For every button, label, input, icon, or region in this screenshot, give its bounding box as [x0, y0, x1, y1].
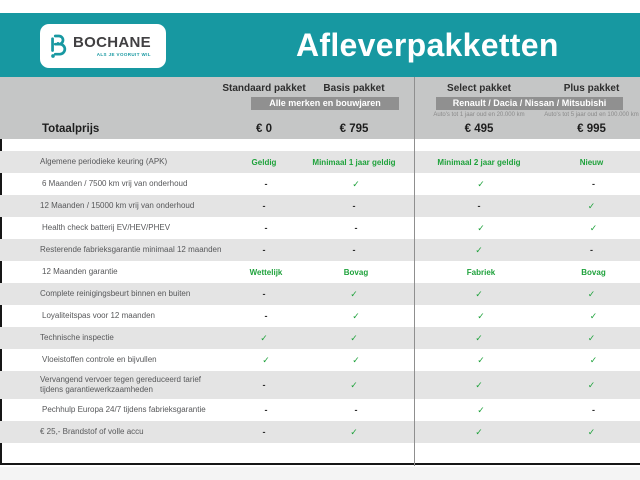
check-icon: ✓: [589, 222, 598, 233]
check-icon: ✓: [587, 379, 596, 390]
dash-mark: -: [264, 179, 268, 189]
check-icon: ✓: [350, 288, 358, 299]
row-label: Complete reinigingsbeurt binnen en buiten: [40, 289, 191, 299]
bochane-logo: [40, 24, 166, 68]
dash-mark: -: [352, 201, 356, 211]
col-header-basis: Basis pakket: [323, 83, 385, 94]
table-row: [0, 371, 640, 399]
note-select: Auto's tot 1 jaar oud en 20.000 km: [433, 111, 525, 118]
table-row: [0, 151, 640, 173]
dash-mark: -: [264, 223, 268, 233]
row-label: Resterende fabrieksgarantie minimaal 12 maanden: [40, 245, 222, 255]
dash-mark: -: [264, 405, 268, 415]
price-select: € 495: [464, 123, 494, 135]
check-icon: ✓: [350, 426, 358, 437]
table-row: [0, 195, 640, 217]
price-basis: € 795: [339, 123, 369, 135]
brand-tagline: ALS JE VOORUIT WIL: [96, 52, 151, 57]
row-label: Pechhulp Europa 24/7 tijdens fabrieksgarantie: [42, 405, 206, 415]
dash-mark: -: [477, 201, 481, 211]
check-icon: ✓: [350, 332, 358, 343]
note-plus: Auto's tot 5 jaar oud en 100.000 km: [544, 111, 639, 118]
col-header-select: Select pakket: [447, 83, 511, 94]
badge-renault-group: Renault / Dacia / Nissan / Mitsubishi: [436, 97, 623, 110]
totaalprijs-label: Totaalprijs: [42, 123, 100, 135]
top-strip: [0, 0, 640, 13]
bochane-b-icon: [48, 32, 68, 60]
check-icon: ✓: [352, 354, 360, 365]
row-label: Algemene periodieke keuring (APK): [40, 157, 168, 167]
check-icon: ✓: [589, 354, 598, 365]
row-label: Technische inspectie: [40, 333, 114, 343]
check-icon: ✓: [587, 426, 596, 437]
check-icon: ✓: [260, 332, 268, 343]
table-row: [0, 217, 640, 239]
dash-mark: -: [262, 427, 266, 437]
table-bottom-gap: [0, 443, 640, 463]
dash-mark: -: [354, 405, 358, 415]
feature-value: Nieuw: [579, 157, 604, 167]
feature-value: Bovag: [343, 267, 369, 277]
row-label: € 25,- Brandstof of volle accu: [40, 427, 144, 437]
row-label: Loyaliteitspas voor 12 maanden: [42, 311, 155, 321]
table-row: [0, 327, 640, 349]
row-label: Health check batterij EV/HEV/PHEV: [42, 223, 171, 233]
dash-mark: -: [262, 201, 266, 211]
price-plus: € 995: [577, 123, 606, 135]
badge-alle-merken: Alle merken en bouwjaren: [251, 97, 399, 110]
table-row: [0, 239, 640, 261]
dash-mark: -: [352, 245, 356, 255]
check-icon: ✓: [352, 178, 360, 189]
check-icon: ✓: [477, 178, 485, 189]
check-icon: ✓: [589, 310, 598, 321]
feature-value: Minimaal 1 jaar geldig: [312, 157, 396, 167]
check-icon: ✓: [477, 354, 485, 365]
row-label: 6 Maanden / 7500 km vrij van onderhoud: [42, 179, 188, 189]
check-icon: ✓: [477, 222, 485, 233]
bottom-strip: [0, 467, 640, 480]
check-icon: ✓: [262, 354, 270, 365]
row-label: 12 Maanden / 15000 km vrij van onderhoud: [40, 201, 195, 211]
dash-mark: -: [262, 289, 266, 299]
feature-value: Geldig: [251, 157, 277, 167]
check-icon: ✓: [475, 379, 483, 390]
feature-value: Wettelijk: [249, 267, 283, 277]
brand-name: BOCHANE: [73, 34, 151, 51]
dash-mark: -: [354, 223, 358, 233]
dash-mark: -: [592, 405, 595, 415]
feature-rows: [0, 151, 640, 443]
group-divider-line: [414, 77, 415, 466]
table-row: [0, 399, 640, 421]
check-icon: ✓: [350, 379, 358, 390]
row-label: 12 Maanden garantie: [42, 267, 118, 277]
dash-mark: -: [590, 245, 593, 255]
table-row: [0, 421, 640, 443]
table-row: [0, 283, 640, 305]
row-label: Vloeistoffen controle en bijvullen: [42, 355, 157, 365]
row-label: Vervangend vervoer tegen gereduceerd tarief tijdens garantiewerkzaamheden: [40, 375, 201, 394]
pricing-header-band: [0, 77, 640, 139]
header-bar: [0, 13, 640, 77]
check-icon: ✓: [477, 310, 485, 321]
check-icon: ✓: [475, 426, 483, 437]
check-icon: ✓: [477, 404, 485, 415]
feature-value: Fabriek: [466, 267, 496, 277]
table-row: [0, 349, 640, 371]
dash-mark: -: [264, 311, 268, 321]
check-icon: ✓: [587, 200, 596, 211]
feature-value: Minimaal 2 jaar geldig: [437, 157, 521, 167]
col-header-plus: Plus pakket: [563, 83, 620, 94]
table-top-gap: [0, 139, 640, 151]
check-icon: ✓: [587, 332, 596, 343]
feature-value: Bovag: [581, 267, 606, 277]
table-row: [0, 305, 640, 327]
check-icon: ✓: [475, 332, 483, 343]
col-header-standaard: Standaard pakket: [222, 83, 306, 94]
table-row: [0, 261, 640, 283]
dash-mark: -: [262, 380, 266, 390]
check-icon: ✓: [475, 288, 483, 299]
brand-text-block: [73, 35, 151, 57]
page-title: Afleverpakketten: [296, 27, 559, 63]
check-icon: ✓: [587, 288, 596, 299]
check-icon: ✓: [352, 310, 360, 321]
dash-mark: -: [262, 245, 266, 255]
dash-mark: -: [592, 179, 595, 189]
comparison-table: [0, 139, 640, 465]
table-row: [0, 173, 640, 195]
price-standaard: € 0: [256, 123, 272, 135]
check-icon: ✓: [475, 244, 483, 255]
